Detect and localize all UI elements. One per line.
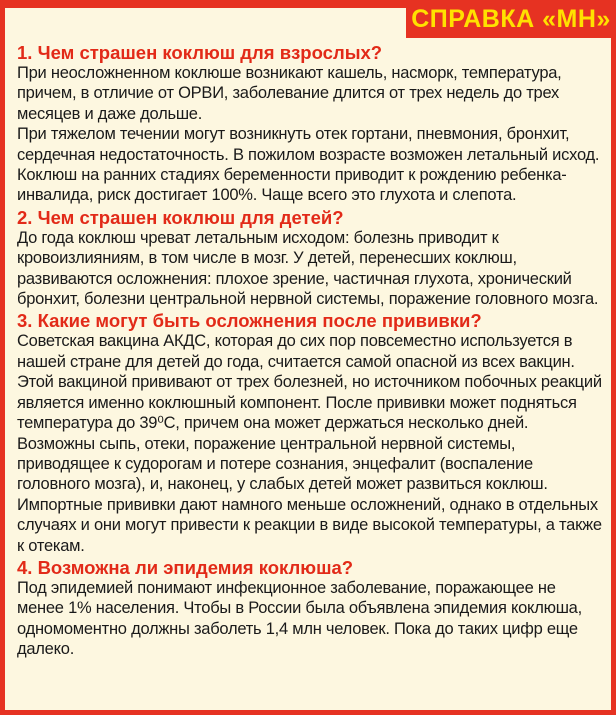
section-epidemic <box>17 557 603 660</box>
section-paragraph: До года коклюш чреват летальным исходом: болезнь приводит к кровоизлияниям, в том числе в мозг. У детей, перенесших коклюш, развиваются осложнения: плохое зрение, частичная глухота, хронический бронхит, болезни центральной нервной системы, поражение головного мозга. <box>17 228 599 309</box>
section-children <box>17 207 603 310</box>
box-content <box>17 42 603 661</box>
section-vaccine-complications <box>17 310 603 555</box>
section-title: 3. Какие могут быть осложнения после прививки? <box>17 310 482 332</box>
section-paragraph: Советская вакцина АКДС, которая до сих пор повсеместно используется в нашей стране для детей до года, считается самой опасной из всех вакцин. Этой вакциной прививают от трех болезней, но источником побочных реакций является именно коклюшный компонент. После прививки может подняться температура до 39⁰С, причем она может держаться несколько дней. Возможны сыпь, отеки, поражение центральной нервной системы, приводящее к судорогам и потере сознания, энцефалит (воспаление головного мозга), и, наконец, у слабых детей может развиться коклюш. Импортные прививки дают намного меньше осложнений, однако в отдельных случаях и они могут привести к реакции в виде высокой температуры, а также к отекам. <box>17 332 602 555</box>
section-adults <box>17 42 603 206</box>
section-paragraph: Под эпидемией понимают инфекционное заболевание, поражающее не менее 1% населения. Чтобы в России была объявлена эпидемия коклюша, одномоментно должны заболеть 1,4 млн человек. Пока до таких цифр еще далеко. <box>17 578 582 659</box>
box-header: СПРАВКА «МН» <box>406 0 616 38</box>
section-paragraph: При неосложненном коклюше возникают кашель, насморк, температура, причем, в отличие от ОРВИ, заболевание длится от трех недель до трех месяцев и даже дольше. <box>17 64 562 123</box>
section-paragraph: При тяжелом течении могут возникнуть отек гортани, пневмония, бронхит, сердечная недостаточность. В пожилом возрасте возможен летальный исход. Коклюш на ранних стадиях беременности приводит к рождению ребенка-инвалида, риск достигает 100%. Чаще всего это глухота и слепота. <box>17 125 600 205</box>
section-title: 1. Чем страшен коклюш для взрослых? <box>17 42 383 63</box>
section-title: 2. Чем страшен коклюш для детей? <box>17 206 344 228</box>
section-title: 4. Возможна ли эпидемия коклюша? <box>17 556 354 578</box>
